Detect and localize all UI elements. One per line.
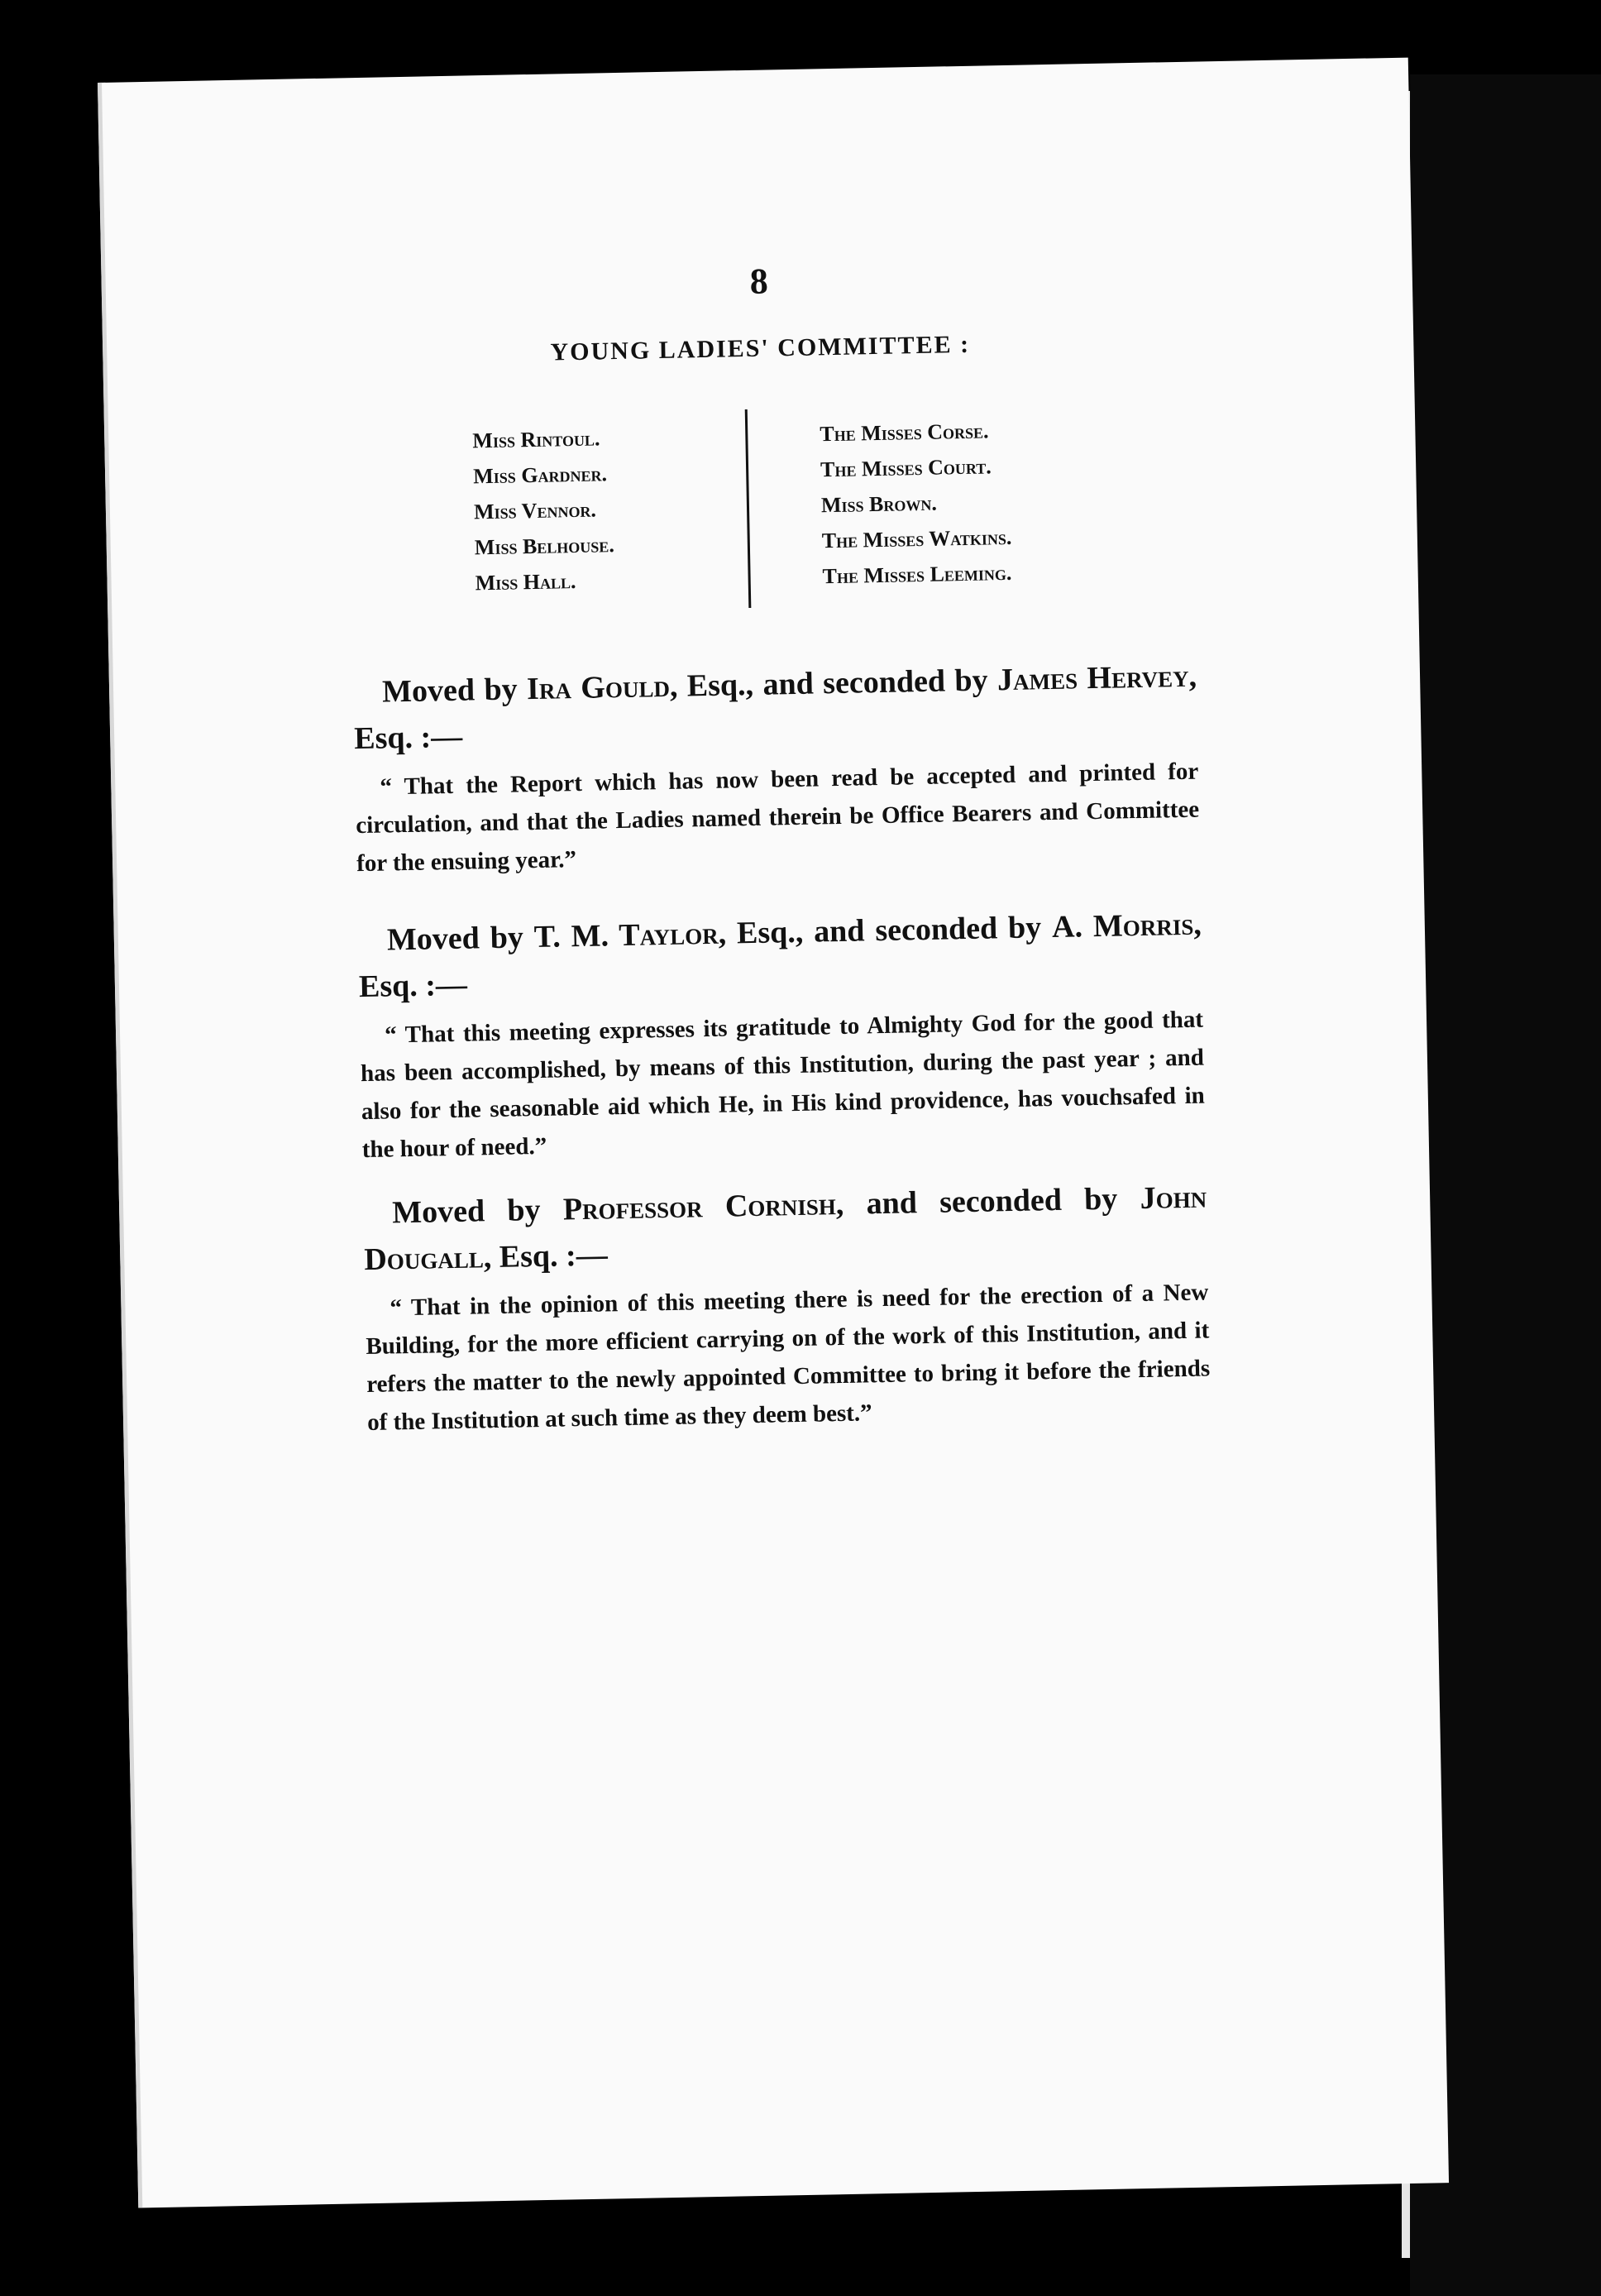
- committee-member: The Misses Corse.: [820, 419, 989, 447]
- committee-member: The Misses Watkins.: [821, 524, 1012, 553]
- moved-suffix: , Esq. :—: [483, 1237, 609, 1275]
- committee-member: Miss Vennor.: [473, 497, 597, 524]
- moved-middle: , Esq., and seconded by: [669, 662, 998, 704]
- motion-mover-line: [353, 653, 1198, 763]
- committee-member: Miss Rintoul.: [472, 426, 600, 453]
- committee-member: Miss Gardner.: [472, 462, 608, 489]
- committee-right-column: [820, 413, 1013, 594]
- moved-middle: , Esq., and seconded by: [718, 910, 1053, 951]
- committee-member: The Misses Court.: [820, 454, 992, 482]
- moved-prefix: Moved by: [386, 920, 535, 958]
- motion-mover-line: [363, 1174, 1208, 1284]
- page-number: 8: [749, 261, 769, 302]
- seconder-name: John Dougall: [363, 1179, 1207, 1278]
- seconder-name: A. Morris: [1051, 906, 1194, 945]
- moved-prefix: Moved by: [381, 672, 528, 710]
- motion-resolution: “ That this meeting expresses its gratitude to Almighty God for the good that has been accomplished, by means of this Institution, during the past year ; and also for the seasonable aid which He, in His kind providence, has vouchsafed in the hour of need.”: [360, 1006, 1206, 1164]
- mover-name: Professor Cornish: [562, 1187, 837, 1227]
- motion-resolution: “ That in the opinion of this meeting there is need for the erection of a New Building, for the more efficient carrying on of the work of this Institution, and it refers the matter to the newly appointed Committee to bring it before the friends of the Institution at such time as they deem best.”: [366, 1279, 1211, 1437]
- seconder-name: James Hervey: [996, 658, 1189, 698]
- column-divider: [745, 409, 752, 608]
- document-page: [98, 58, 1449, 2208]
- motion-resolution: “ That the Report which has now been read be accepted and printed for circulation, and that the Ladies named therein be Office Bearers and Committee for the ensuing year.”: [355, 758, 1200, 878]
- committee-member: Miss Hall.: [475, 569, 576, 596]
- moved-suffix: , Esq. :—: [358, 906, 1202, 1005]
- motion-mover-line: [357, 902, 1202, 1011]
- committee-left-column: [472, 420, 615, 600]
- motion-2: [357, 902, 1206, 1170]
- moved-suffix: , Esq. :—: [353, 658, 1197, 757]
- committee-member: Miss Belhouse.: [474, 533, 615, 560]
- committee-member: The Misses Leeming.: [822, 560, 1012, 589]
- committee-heading: YOUNG LADIES' COMMITTEE :: [550, 330, 971, 366]
- page-content: [102, 58, 1408, 1437]
- moved-middle: , and seconded by: [835, 1181, 1141, 1222]
- motion-1: [353, 653, 1201, 883]
- mover-name: Ira Gould: [526, 668, 671, 707]
- committee-member: Miss Brown.: [820, 490, 938, 518]
- moved-prefix: Moved by: [391, 1192, 564, 1231]
- motion-3: [363, 1174, 1212, 1442]
- mover-name: T. M. Taylor: [533, 916, 719, 955]
